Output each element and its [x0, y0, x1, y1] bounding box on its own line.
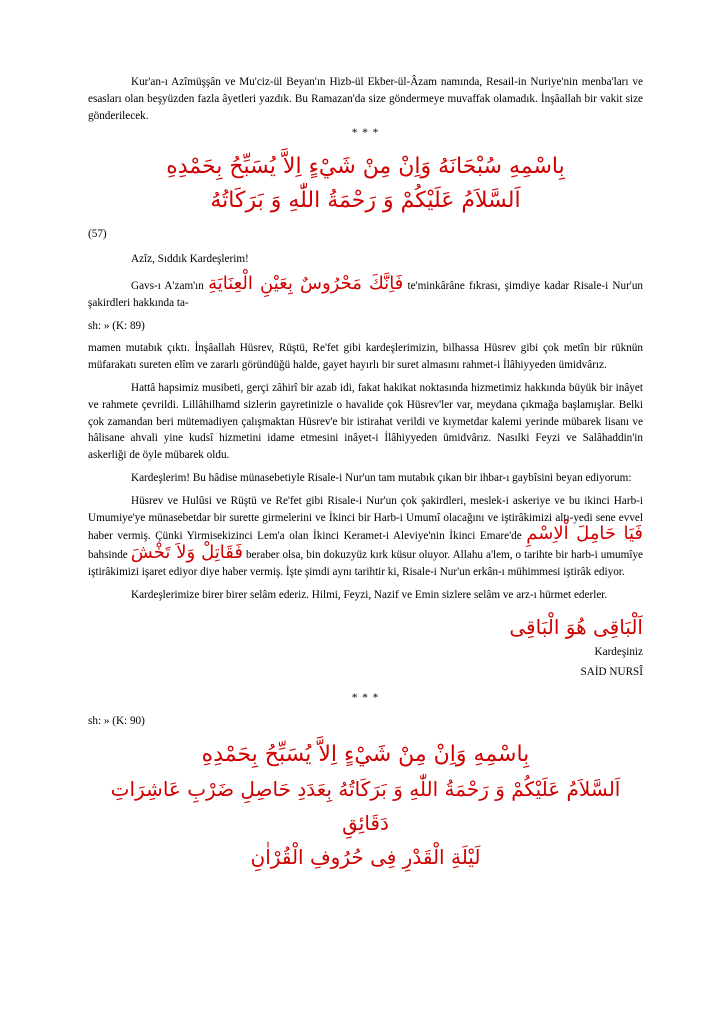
greeting: Azîz, Sıddık Kardeşlerim! [131, 253, 249, 266]
page-reference-2: sh: » (K: 90) [88, 715, 145, 728]
paragraph-selam: Kardeşlerimize birer birer selâm ederiz. Hilmi, Feyzi, Nazif ve Emin sizlere selâm ve arz-ı hürmet ederler. [131, 588, 608, 601]
arabic-basmala-line-2: بِاسْمِهِ وَاِنْ مِنْ شَيْءٍ اِلاَّ يُسَبِّحُ بِحَمْدِهِ [201, 741, 530, 767]
arabic-inline-quote-1: فَيَا حَامِلَ اْلاِسْمِ [526, 523, 643, 545]
letter-number: (57) [88, 228, 107, 241]
section-separator-2: * * * [351, 692, 380, 705]
gavs-paragraph [88, 272, 644, 312]
paragraph-husrev-text-c: beraber olsa, bin dokuzyüz kırk küsur oluyor. Allahu a'lem, o tarihte bir harb-i umumîye iştirâkimizi işaret ediyor diye haber vermiş. İşte şimdi aynı tarihtir ki, Risale-i Nur'un erkân-ı mühimmesi iştirâk ediyor. [88, 549, 644, 578]
arabic-baqi: اَلْبَاقِى هُوَ الْبَاقِى [509, 614, 643, 639]
paragraph-husrev [88, 493, 643, 581]
paragraph-husrev-text-b: bahsinde [88, 549, 128, 562]
gavs-arabic-quote: فَاِنَّكَ مَحْرُوسٌ بِعَيْنِ الْعِنَايَةِ [208, 272, 404, 294]
arabic-basmala-line: بِاسْمِهِ سُبْحَانَهُ وَاِنْ مِنْ شَيْءٍ اِلاَّ يُسَبِّحُ بِحَمْدِهِ [166, 154, 565, 180]
gavs-pre-text: Gavs-ı A'zam'ın [131, 279, 204, 292]
section-separator: * * * [351, 127, 380, 140]
arabic-salam-line-2: اَلسَّلاَمُ عَلَيْكُمْ وَ رَحْمَةُ اللّٰهِ وَ بَرَكَاتُهُ بِعَدَدِ حَاصِلِ ضَرْبِ عَاشِرَاتِ دَقَائِقِ [110, 776, 621, 835]
page-reference: sh: » (K: 89) [88, 319, 145, 332]
arabic-inline-quote-2: فَقَاتِلْ وَلاَ تَخْشَ [130, 542, 243, 564]
paragraph-husrev-text-a: Hüsrev ve Hulûsi ve Rüştü ve Re'fet gibi Risale-i Nur'un çok şakirdleri, meslek-i askeriye ve bu ikinci Harb-i Umumiye'ye münasebetdar bir surette girmelerini ve İkinci bir Harb-i Umumî olacağını ve iştirâkimizi altı-yedi sene evvel haber vermiş. Çünki Yirmisekizinci Lem'a olan İkinci Keramet-i Aleviye'nin İkinci Emare'de [88, 494, 643, 543]
document-page [88, 74, 643, 874]
arabic-laylat-al-qadr-line: لَيْلَةِ الْقَدْرِ فِى حُرُوفِ الْقُرْاٰنِ [250, 844, 481, 869]
closing-kardesiniz: Kardeşiniz [594, 645, 643, 658]
paragraph-continuation: mamen mutabık çıktı. İnşâallah Hüsrev, Rüştü, Re'fet gibi kardeşlerimizin, bilhassa Hüsrev gibi çok metîn bir rüknün müfarakatı sureten elîm ve zararlı göründüğü halde, gayet hayırlı bir suret almasını rahmet-i İlâhiyyeden ümidvârız. [88, 342, 643, 372]
intro-paragraph: Kur'an-ı Azîmüşşân ve Mu'ciz-ül Beyan'ın Hizb-ül Ekber-ül-Âzam namında, Resail-in Nuriye'nin menba'ları ve esasları olan beşyüzden fazla âyetleri yazdık. Bu Ramazan'da size göndermeye muvaffak olamadık. İnşâallah bir vakit size gönderilecek. [88, 76, 643, 122]
gavs-post-text: te'minkârâne fıkrası, şimdiye kadar Risale-i Nur'un şakirdleri hakkında ta- [88, 279, 644, 309]
signature: SAİD NURSÎ [580, 666, 643, 679]
paragraph-hatta: Hattâ hapsimiz musibeti, gerçi zâhirî bir azab idi, fakat hakikat noktasında hizmetimiz hakkında büyük bir inâyet ve rahmete çevrildi. Lillâhilhamd sizlerin gayretinizle o havalide çok Hüsrev'ler var, meydana çıkmağa başlamışlar. Belki çok zamandan beri mütemadiyen çalışmaktan Hüsrev'e bir istirahat verildi ve kıymetdar kalemi yerinde mübarek lisanı ve hâlisane ahvali yine kudsî hizmetini idame etmesini inâyet-i İlâhiyyeden ümidvârız. Nasılki Feyzi ve Salâhaddin'in askerliği de öyle mübarek oldu. [88, 381, 643, 462]
paragraph-kardeslerim: Kardeşlerim! Bu hâdise münasebetiyle Risale-i Nur'un tam mutabık çıkan bir ihbar-ı gaybîsini beyan ediyorum: [131, 471, 632, 484]
arabic-salam-line: اَلسَّلاَمُ عَلَيْكُمْ وَ رَحْمَةُ اللّٰهِ وَ بَرَكَاتُهُ [210, 188, 521, 214]
